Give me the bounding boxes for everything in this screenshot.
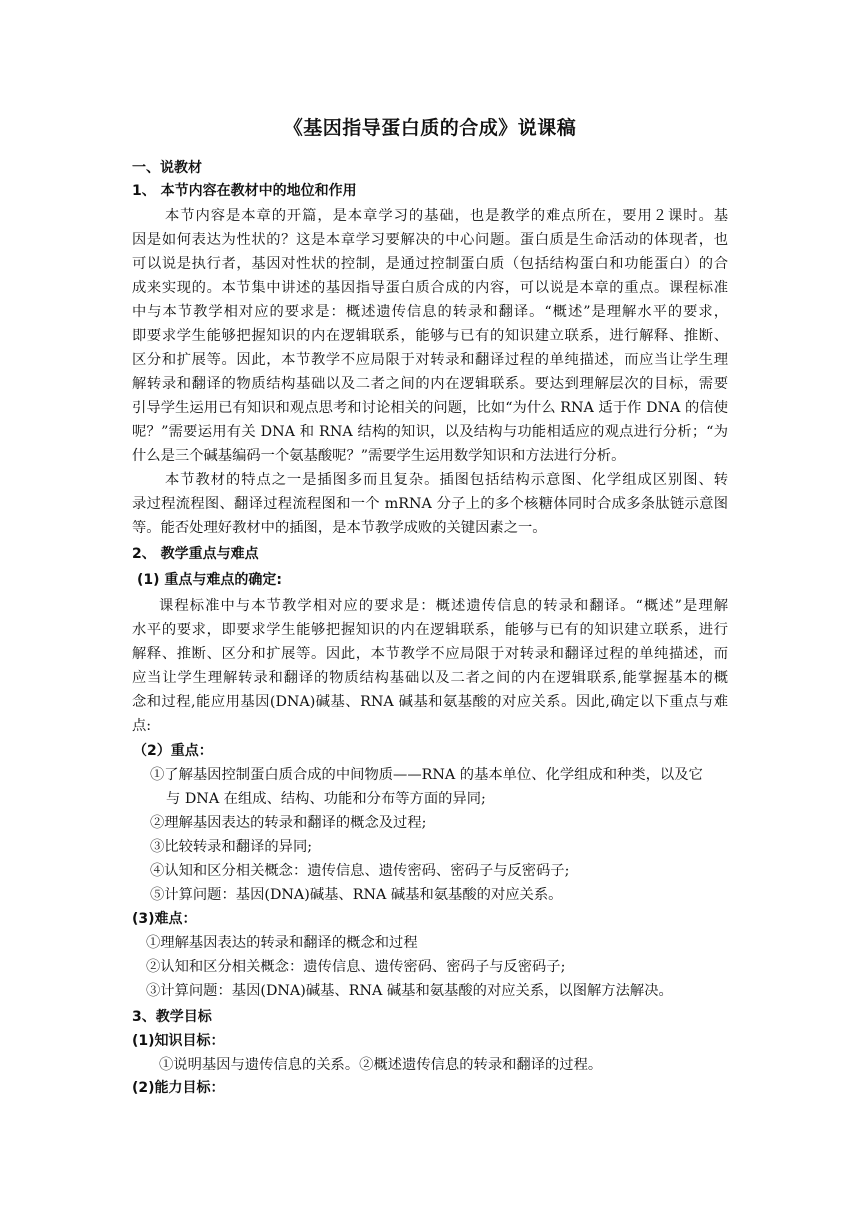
list-item: ⑤计算问题：基因(DNA)碱基、RNA 碱基和氨基酸的对应关系。 (150, 887, 563, 903)
paragraph-line: 解释、推断、区分和扩展等。因此，本节教学不应局限于对转录和翻译过程的单纯描述，而 (132, 646, 728, 662)
paragraph-line: 本节教材的特点之一是插图多而且复杂。插图包括结构示意图、化学组成区别图、转 (165, 472, 728, 488)
list-item: ①了解基因控制蛋白质合成的中间物质——RNA 的基本单位、化学组成和种类，以及它 (150, 767, 703, 783)
paragraph-line: 等。能否处理好教材中的插图，是本节教学成败的关键因素之一。 (132, 520, 547, 536)
paragraph-line: 录过程流程图、翻译过程流程图和一个 mRNA 分子上的多个核糖体同时合成多条肽链示意图 (132, 496, 728, 512)
document-title: 《基因指导蛋白质的合成》说课稿 (283, 117, 577, 139)
paragraph-line: 应当让学生理解转录和翻译的物质结构基础以及二者之间的内在逻辑联系,能掌握基本的概 (132, 670, 728, 686)
paragraph-line: 什么是三个碱基编码一个氨基酸呢？”需要学生运用数学知识和方法进行分析。 (132, 448, 626, 464)
paragraph-line: 水平的要求，即要求学生能够把握知识的内在逻辑联系，能够与已有的知识建立联系，进行 (132, 622, 728, 638)
section-heading: 一、说教材 (132, 160, 202, 176)
list-item: ②理解基因表达的转录和翻译的概念及过程; (150, 815, 427, 831)
paragraph-line: 本节内容是本章的开篇，是本章学习的基础，也是教学的难点所在，要用２课时。基 (165, 208, 728, 224)
list-item: ③比较转录和翻译的异同; (150, 839, 313, 855)
paragraph-line: 中与本节教学相对应的要求是：概述遗传信息的转录和翻译。“概述”是理解水平的要求， (132, 304, 728, 320)
paragraph-line: 区分和扩展等。因此，本节教学不应局限于对转录和翻译过程的单纯描述，而应当让学生理 (132, 352, 728, 368)
paragraph-line: 呢？”需要运用有关 DNA 和 RNA 结构的知识，以及结构与功能相适应的观点进行分析；“为 (132, 424, 728, 440)
list-item: ③计算问题：基因(DNA)碱基、RNA 碱基和氨基酸的对应关系，以图解方法解决。 (146, 983, 673, 999)
paragraph-line: 课程标准中与本节教学相对应的要求是：概述遗传信息的转录和翻译。“概述”是理解 (159, 598, 728, 614)
subsection-heading: (1)知识目标： (132, 1033, 225, 1049)
list-item: 与 DNA 在组成、结构、功能和分布等方面的异同; (166, 791, 486, 807)
list-item: ①理解基因表达的转录和翻译的概念和过程 (146, 935, 418, 951)
paragraph-line: ①说明基因与遗传信息的关系。②概述遗传信息的转录和翻译的过程。 (159, 1057, 603, 1073)
paragraph-line: 成来实现的。本节集中讲述的基因指导蛋白质合成的内容，可以说是本章的重点。课程标准 (132, 280, 728, 296)
paragraph-line: 即要求学生能够把握知识的内在逻辑联系，能够与已有的知识建立联系，进行解释、推断、 (132, 328, 728, 344)
subsection-heading: 3、教学目标 (132, 1009, 212, 1025)
paragraph-line: 点: (132, 718, 152, 734)
subsection-heading: 1、 本节内容在教材中的地位和作用 (132, 183, 357, 199)
subsection-heading: （2）重点： (133, 743, 213, 759)
paragraph-line: 引导学生运用已有知识和观点思考和讨论相关的问题，比如“为什么 RNA 适于作 DNA 的信使 (132, 400, 728, 416)
paragraph-line: 解转录和翻译的物质结构基础以及二者之间的内在逻辑联系。要达到理解层次的目标，需要 (132, 376, 728, 392)
paragraph-line: 可以说是执行者，基因对性状的控制，是通过控制蛋白质（包括结构蛋白和功能蛋白）的合 (132, 256, 728, 272)
paragraph-line: 因是如何表达为性状的？这是本章学习要解决的中心问题。蛋白质是生命活动的体现者，也 (132, 232, 728, 248)
subsection-heading: (3)难点： (132, 911, 197, 927)
paragraph-line: 念和过程,能应用基因(DNA)碱基、RNA 碱基和氨基酸的对应关系。因此,确定以下重点与难 (132, 694, 728, 710)
subsection-heading: (2)能力目标： (132, 1080, 225, 1096)
list-item: ④认知和区分相关概念：遗传信息、遗传密码、密码子与反密码子; (150, 863, 570, 879)
subsection-heading: (1) 重点与难点的确定: (137, 572, 283, 588)
list-item: ②认知和区分相关概念：遗传信息、遗传密码、密码子与反密码子; (146, 959, 566, 975)
subsection-heading: 2、 教学重点与难点 (132, 546, 259, 562)
